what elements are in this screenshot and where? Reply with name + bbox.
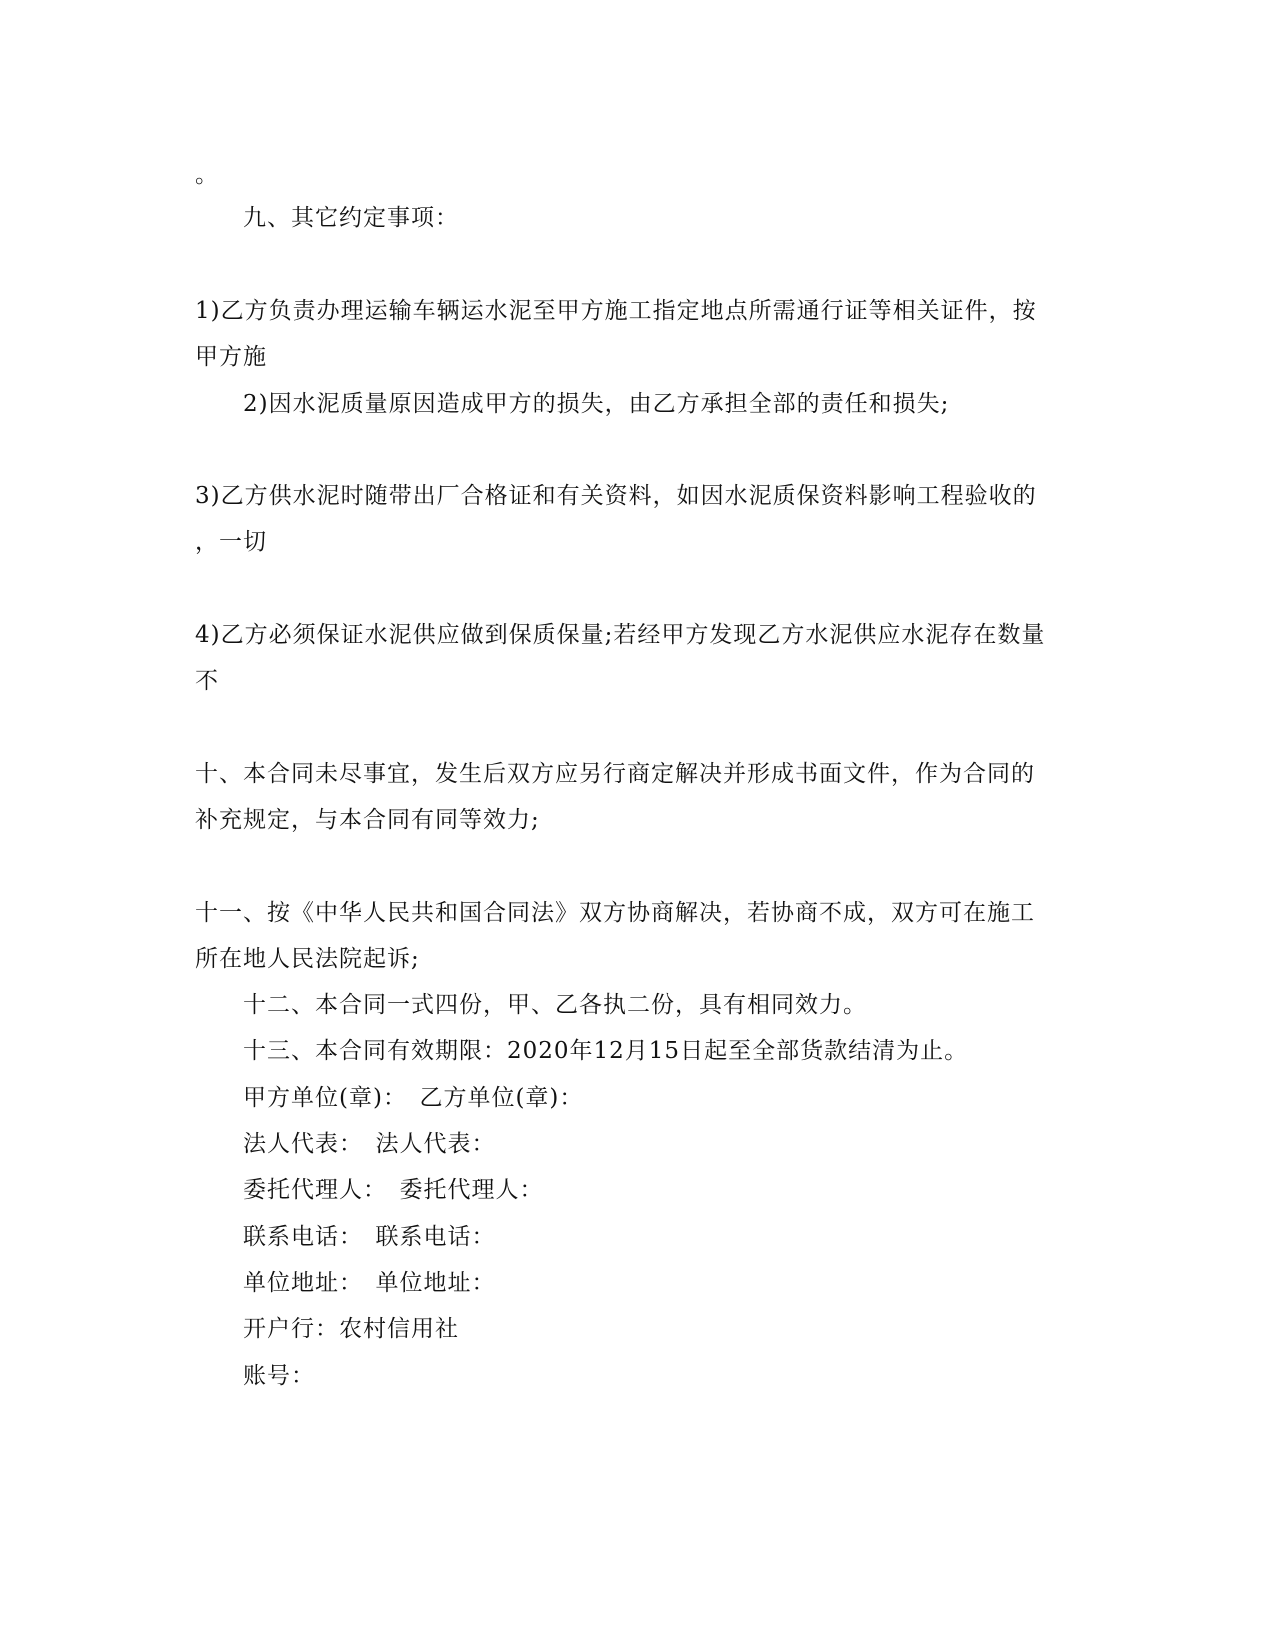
signature-legal-representative: 法人代表： 法人代表： (243, 1131, 496, 1157)
section-11: 十一、按《中华人民共和国合同法》双方协商解决，若协商不成，双方可在施工 (195, 900, 1035, 926)
clause-9-2: 2)因水泥质量原因造成甲方的损失，由乙方承担全部的责任和损失; (243, 391, 950, 417)
section-10: 十、本合同未尽事宜，发生后双方应另行商定解决并形成书面文件，作为合同的 (195, 761, 1035, 787)
text-line-period: 。 (195, 162, 219, 188)
signature-authorized-agent: 委托代理人： 委托代理人： (243, 1177, 544, 1203)
clause-9-1-cont: 甲方施 (195, 344, 267, 370)
signature-account: 账号： (243, 1363, 315, 1389)
clause-9-4: 4)乙方必须保证水泥供应做到保质保量;若经甲方发现乙方水泥供应水泥存在数量 (195, 622, 1046, 648)
section-10-cont: 补充规定，与本合同有同等效力; (195, 807, 540, 833)
clause-9-4-cont: 不 (195, 668, 219, 694)
clause-9-3: 3)乙方供水泥时随带出厂合格证和有关资料，如因水泥质保资料影响工程验收的 (195, 483, 1037, 509)
section-12: 十二、本合同一式四份，甲、乙各执二份，具有相同效力。 (243, 992, 867, 1018)
signature-party-units: 甲方单位(章)： 乙方单位(章)： (243, 1085, 584, 1111)
signature-bank: 开户行：农村信用社 (243, 1316, 459, 1342)
clause-9-3-cont: ，一切 (195, 529, 267, 555)
clause-9-1: 1)乙方负责办理运输车辆运水泥至甲方施工指定地点所需通行证等相关证件，按 (195, 298, 1037, 324)
section-heading-9: 九、其它约定事项： (243, 205, 459, 231)
section-13: 十三、本合同有效期限：2020年12月15日起至全部货款结清为止。 (243, 1038, 969, 1064)
signature-phone: 联系电话： 联系电话： (243, 1224, 496, 1250)
section-11-cont: 所在地人民法院起诉; (195, 946, 420, 972)
signature-address: 单位地址： 单位地址： (243, 1270, 496, 1296)
